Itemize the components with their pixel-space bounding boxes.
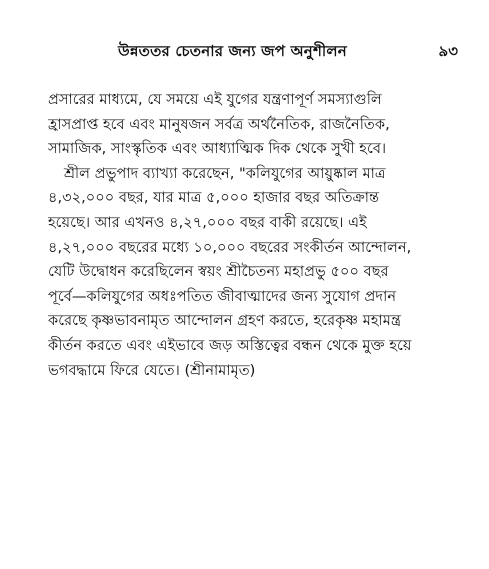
- text-line: প্রসারের মাধ্যমে, যে সময়ে এই যুগের যন্ত্রণাপূর্ণ সমস্যাগুলি: [48, 91, 382, 108]
- text-line: কীর্তন করতে এবং এইভাবে জড় অস্তিত্বের বন্ধন থেকে মুক্ত হয়ে: [48, 336, 412, 354]
- body-text: [48, 88, 458, 383]
- text-line: যেটি উদ্বোধন করেছিলেন স্বয়ং শ্রীচৈতন্য মহাপ্রভু ৫০০ বছর: [48, 263, 389, 281]
- text-line: ৪,৩২,০০০ বছর, যার মাত্র ৫,০০০ হাজার বছর অতিক্রান্ত: [48, 189, 380, 207]
- paragraph-start-line: শ্রীল প্রভুপাদ ব্যাখ্যা করেছেন, "কলিযুগের আয়ুষ্কাল মাত্র: [64, 164, 386, 182]
- running-header: [118, 40, 458, 64]
- text-line: হ্রাসপ্রাপ্ত হবে এবং মানুষজন সর্বত্র অর্থনৈতিক, রাজনৈতিক,: [48, 115, 390, 133]
- chapter-title: উন্নততর চেতনার জন্য জপ অনুশীলন: [118, 42, 347, 60]
- text-line: করেছে কৃষ্ণভাবনামৃত আন্দোলন গ্রহণ করতে, হরেকৃষ্ণ মহামন্ত্র: [48, 312, 401, 330]
- text-line: হয়েছে। আর এখনও ৪,২৭,০০০ বছর বাকী রয়েছে। এই: [48, 213, 367, 231]
- page-number: ৯৩: [438, 42, 458, 60]
- text-line: সামাজিক, সাংস্কৃতিক এবং আধ্যাত্মিক দিক থেকে সুখী হবে।: [48, 140, 387, 158]
- text-line: ৪,২৭,০০০ বছরের মধ্যে ১০,০০০ বছরের সংকীর্তন আন্দোলন,: [48, 238, 412, 256]
- text-line: পূর্বে—কলিযুগের অধঃপতিত জীবাত্মাদের জন্য সুযোগ প্রদান: [48, 287, 397, 305]
- text-line: ভগবদ্ধামে ফিরে যেতে। (শ্রীনামামৃত): [48, 361, 256, 379]
